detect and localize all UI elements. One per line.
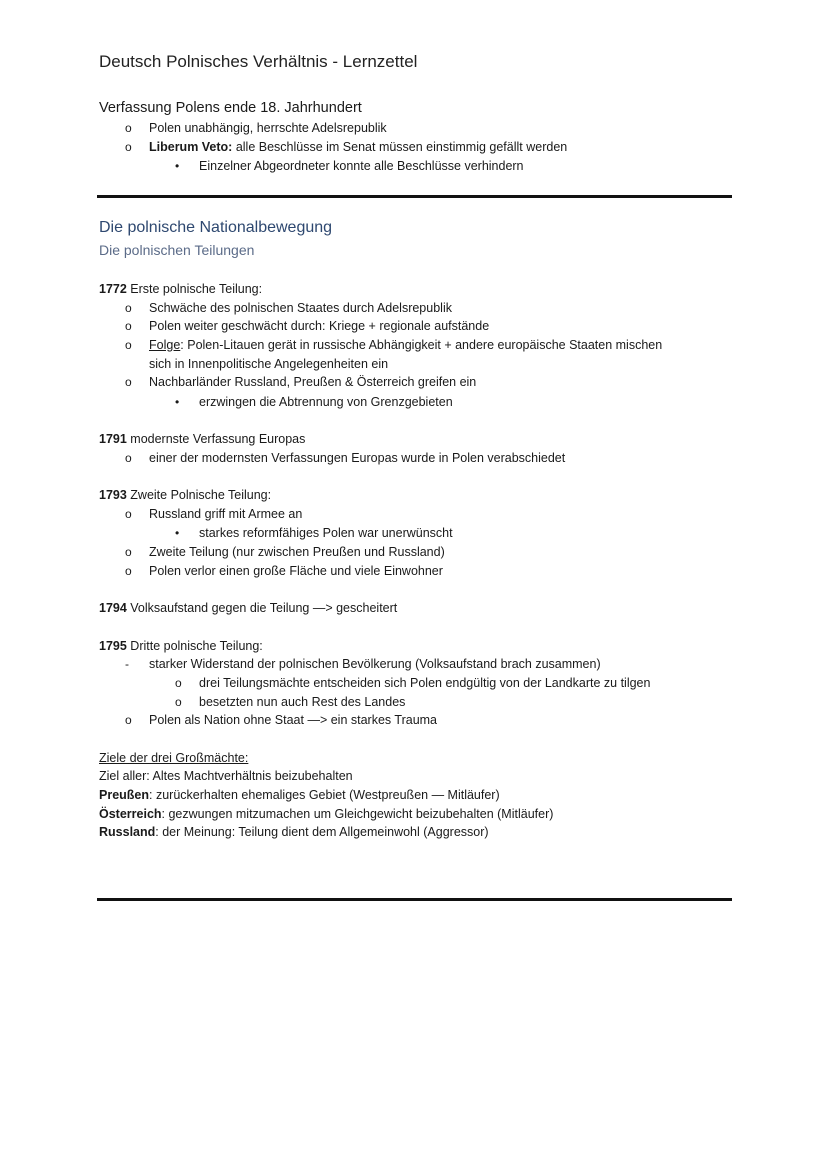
list-item: einer der modernsten Verfassungen Europas wurde in Polen verabschiedet	[149, 451, 566, 465]
year: 1772	[99, 282, 127, 296]
section-heading-national-movement: Die polnische Nationalbewegung	[99, 219, 333, 236]
list-item	[149, 138, 567, 156]
underlined-term: Folge	[149, 338, 181, 352]
country-label: Russland	[99, 825, 156, 839]
year: 1793	[99, 488, 127, 502]
goal-text: : zurückerhalten ehemaliges Gebiet (Westpreußen — Mitläufer)	[149, 788, 500, 802]
section-subheading-partitions: Die polnischen Teilungen	[99, 242, 255, 258]
circle-bullet-icon: o	[125, 140, 132, 154]
list-item: Polen weiter geschwächt durch: Kriege + regionale aufstände	[149, 319, 490, 333]
document-title: Deutsch Polnisches Verhältnis - Lernzettel	[99, 52, 418, 71]
horizontal-rule	[97, 898, 732, 901]
circle-bullet-icon: o	[125, 375, 132, 389]
year-label: Erste polnische Teilung:	[126, 282, 263, 296]
year-label: Volksaufstand gegen die Teilung —> gescheitert	[126, 601, 398, 615]
year: 1794	[99, 601, 127, 615]
circle-bullet-icon: o	[125, 451, 132, 465]
year: 1791	[99, 432, 127, 446]
year-heading-1791	[99, 430, 305, 448]
item-text: alle Beschlüsse im Senat müssen einstimmig gefällt werden	[232, 140, 568, 154]
list-item: erzwingen die Abtrennung von Grenzgebieten	[199, 395, 453, 409]
year-heading-1772	[99, 280, 262, 298]
list-item: Polen als Nation ohne Staat —> ein starkes Trauma	[149, 713, 438, 727]
goal-text: : der Meinung: Teilung dient dem Allgemeinwohl (Aggressor)	[155, 825, 489, 839]
country-label: Österreich	[99, 807, 162, 821]
list-item: Zweite Teilung (nur zwischen Preußen und Russland)	[149, 545, 445, 559]
list-item: starker Widerstand der polnischen Bevölkerung (Volksaufstand brach zusammen)	[149, 657, 601, 671]
goals-heading	[99, 749, 248, 767]
disc-bullet-icon: •	[175, 395, 180, 409]
horizontal-rule	[97, 195, 732, 198]
year: 1795	[99, 639, 127, 653]
list-item: Russland griff mit Armee an	[149, 507, 303, 521]
circle-bullet-icon: o	[125, 507, 132, 521]
list-item: Polen unabhängig, herrschte Adelsrepublik	[149, 121, 387, 135]
circle-bullet-icon: o	[125, 564, 132, 578]
goal-russia	[99, 823, 489, 841]
term-bold: Liberum Veto:	[149, 140, 233, 154]
circle-bullet-icon: o	[125, 545, 132, 559]
year-label: Zweite Polnische Teilung:	[126, 488, 272, 502]
year-heading-1794	[99, 599, 397, 617]
year-heading-1795	[99, 637, 263, 655]
goals-heading-text: Ziele der drei Großmächte:	[99, 751, 249, 765]
circle-bullet-icon: o	[125, 121, 132, 135]
country-label: Preußen	[99, 788, 150, 802]
year-label: Dritte polnische Teilung:	[126, 639, 263, 653]
dash-bullet-icon: -	[125, 657, 129, 671]
list-item: Polen verlor einen große Fläche und viele Einwohner	[149, 564, 443, 578]
goal-text: : gezwungen mitzumachen um Gleichgewicht beizubehalten (Mitläufer)	[161, 807, 554, 821]
goal-prussia	[99, 786, 500, 804]
list-item: drei Teilungsmächte entscheiden sich Polen endgültig von der Landkarte zu tilgen	[199, 676, 651, 690]
circle-bullet-icon: o	[125, 713, 132, 727]
list-item: Schwäche des polnischen Staates durch Adelsrepublik	[149, 301, 452, 315]
circle-bullet-icon: o	[125, 319, 132, 333]
disc-bullet-icon: •	[175, 159, 180, 173]
list-item: Einzelner Abgeordneter konnte alle Beschlüsse verhindern	[199, 159, 524, 173]
list-item-continuation: sich in Innenpolitische Angelegenheiten ein	[149, 357, 389, 371]
year-label: modernste Verfassung Europas	[126, 432, 306, 446]
disc-bullet-icon: •	[175, 526, 180, 540]
goal-all: Ziel aller: Altes Machtverhältnis beizubehalten	[99, 769, 353, 783]
list-item: starkes reformfähiges Polen war unerwünscht	[199, 526, 453, 540]
list-item	[149, 336, 662, 354]
year-heading-1793	[99, 486, 271, 504]
circle-bullet-icon: o	[125, 338, 132, 352]
item-text: : Polen-Litauen gerät in russische Abhängigkeit + andere europäische Staaten mischen	[180, 338, 663, 352]
list-item: besetzten nun auch Rest des Landes	[199, 695, 406, 709]
circle-bullet-icon: o	[175, 695, 182, 709]
circle-bullet-icon: o	[125, 301, 132, 315]
section-heading-constitution: Verfassung Polens ende 18. Jahrhundert	[99, 100, 362, 116]
goal-austria	[99, 805, 553, 823]
list-item: Nachbarländer Russland, Preußen & Österreich greifen ein	[149, 375, 477, 389]
circle-bullet-icon: o	[175, 676, 182, 690]
